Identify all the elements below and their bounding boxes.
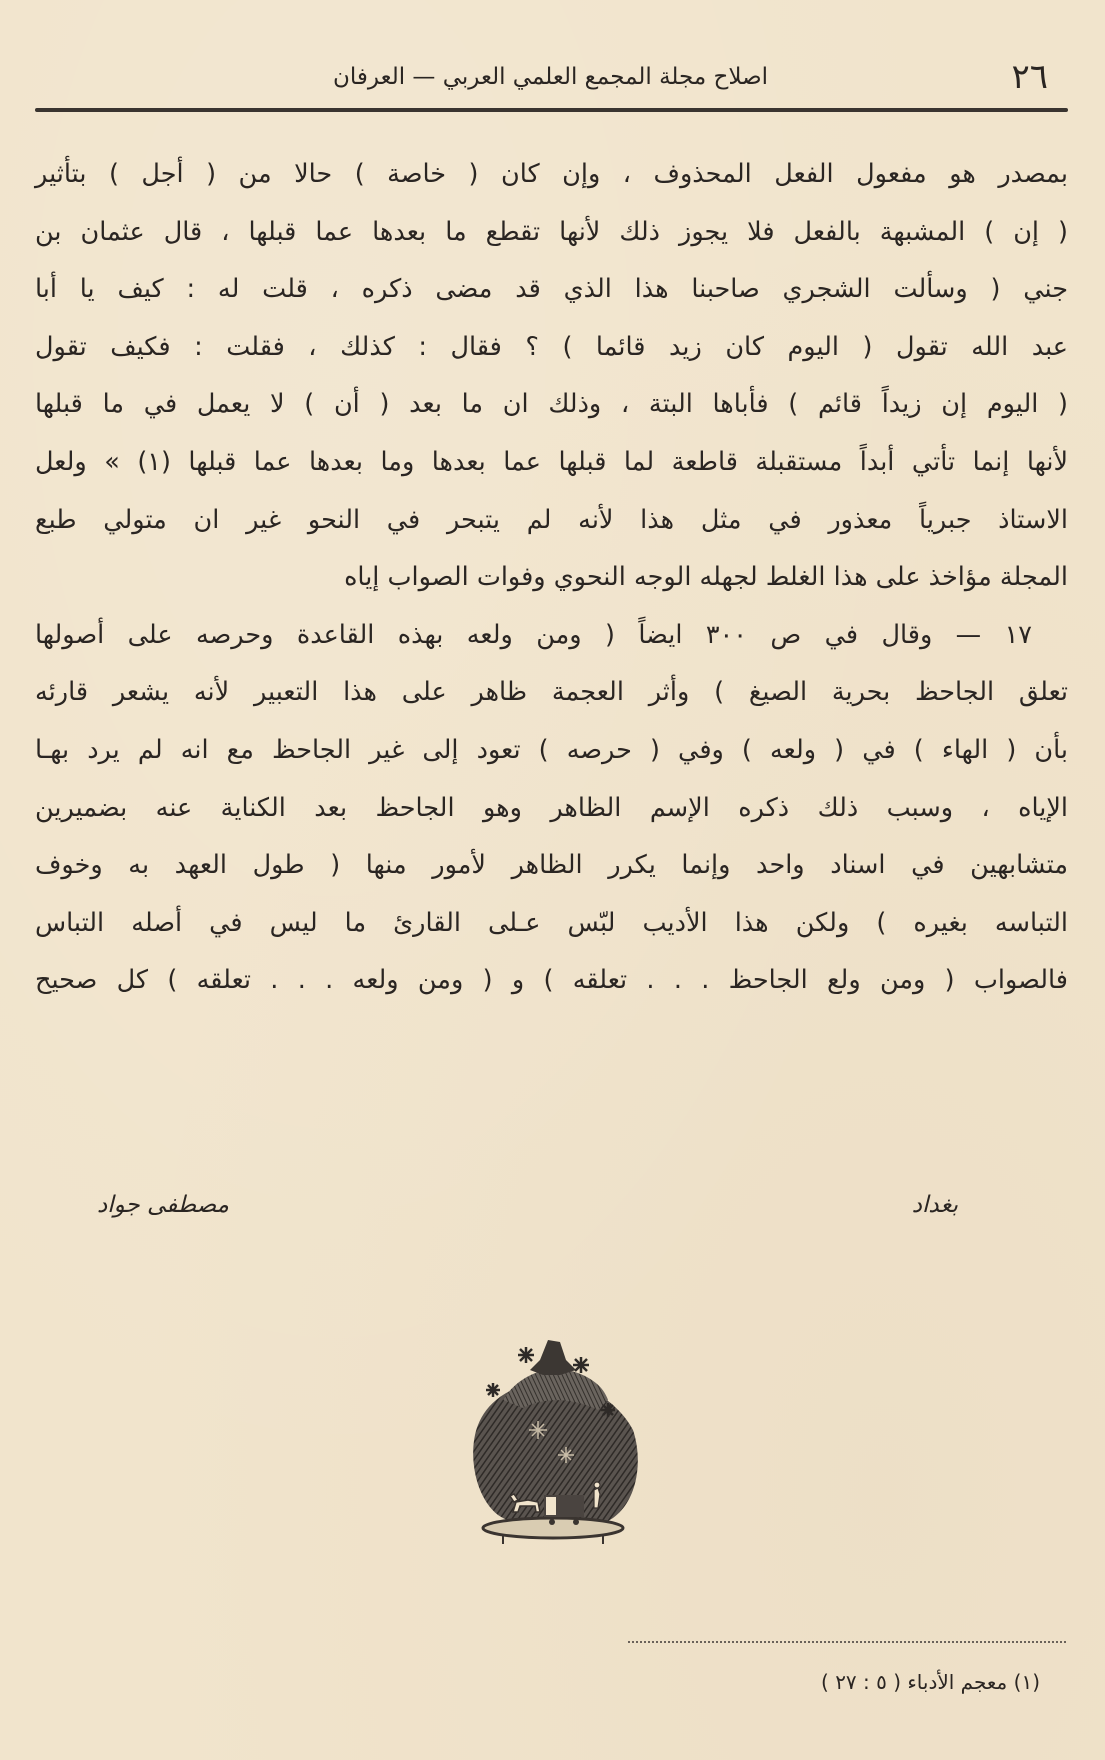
signature-row (35, 1188, 1068, 1236)
text-line: ( إن ) المشبهة بالفعل فلا يجوز ذلك لأنها تقطع ما بعدها عما قبلها ، قال عثمان بن (35, 216, 1068, 247)
text-line: المجلة مؤاخذ على هذا الغلط لجهله الوجه النحوي وفوات الصواب إياه (344, 562, 1068, 593)
text-line: متشابهين في اسناد واحد وإنما يكرر الظاهر لأمور منها ( طول العهد به وخوف (35, 850, 1068, 881)
text-line: ( اليوم إن زيداً قائم ) فأباها البتة ، وذلك ان ما بعد ( أن ) لا يعمل في ما قبلها (35, 389, 1068, 420)
page-header (35, 52, 1068, 102)
text-line: الإياه ، وسبب ذلك ذكره الإسم الظاهر وهو الجاحظ بعد الكناية عنه بضميرين (35, 792, 1068, 823)
text-line: الاستاذ جبرياً معذور في مثل هذا لأنه لم يتبحر في النحو غير ان متولي طبع (35, 504, 1068, 535)
tree-vignette-icon (448, 1330, 658, 1548)
running-title: اصلاح مجلة المجمع العلمي العربي — العرفان (333, 64, 768, 90)
text-line: التباسه بغيره ) ولكن هذا الأديب لبّس عـلى القارئ ما ليس في أصله التباس (35, 907, 1068, 938)
signature-place: بغداد (911, 1192, 958, 1218)
text-line: تعلق الجاحظ بحرية الصيغ ) وأثر العجمة ظاهر على هذا التعبير لأنه يشعر قارئه (35, 677, 1068, 708)
text-line: بأن ( الهاء ) في ( ولعه ) وفي ( حرصه ) تعود إلى غير الجاحظ مع انه لم يرد بهـا (35, 734, 1068, 765)
text-line: بمصدر هو مفعول الفعل المحذوف ، وإن كان ( خاصة ) حالا من ( أجل ) بتأثير (35, 159, 1068, 189)
text-line: لأنها إنما تأتي أبداً مستقبلة قاطعة لما قبلها عما بعدها وما بعدها عما قبلها (١) » ولعل (35, 446, 1068, 477)
text-line: عبد الله تقول ( اليوم كان زيد قائما ) ؟ فقال : كذلك ، فقلت : فكيف تقول (35, 331, 1068, 362)
text-line: فالصواب ( ومن ولع الجاحظ . . . تعلقه ) و ( ومن ولعه . . . تعلقه ) كل صحيح (35, 965, 1068, 996)
paragraph-17-start: ١٧ — وقال في ص ٣٠٠ ايضاً ( ومن ولعه بهذه القاعدة وحرصه على أصولها (35, 619, 1033, 650)
footnote: (١) معجم الأدباء ( ٥ : ٢٧ ) (821, 1670, 1040, 1694)
footnote-separator (628, 1641, 1066, 1643)
signature-author: مصطفى جواد (97, 1192, 229, 1218)
text-line: جني ( وسألت الشجري صاحبنا هذا الذي قد مضى ذكره ، قلت له : كيف يا أبا (35, 274, 1068, 305)
body-text (35, 146, 1068, 1010)
page-number: ٢٦ (1011, 57, 1048, 97)
header-rule (35, 108, 1068, 112)
